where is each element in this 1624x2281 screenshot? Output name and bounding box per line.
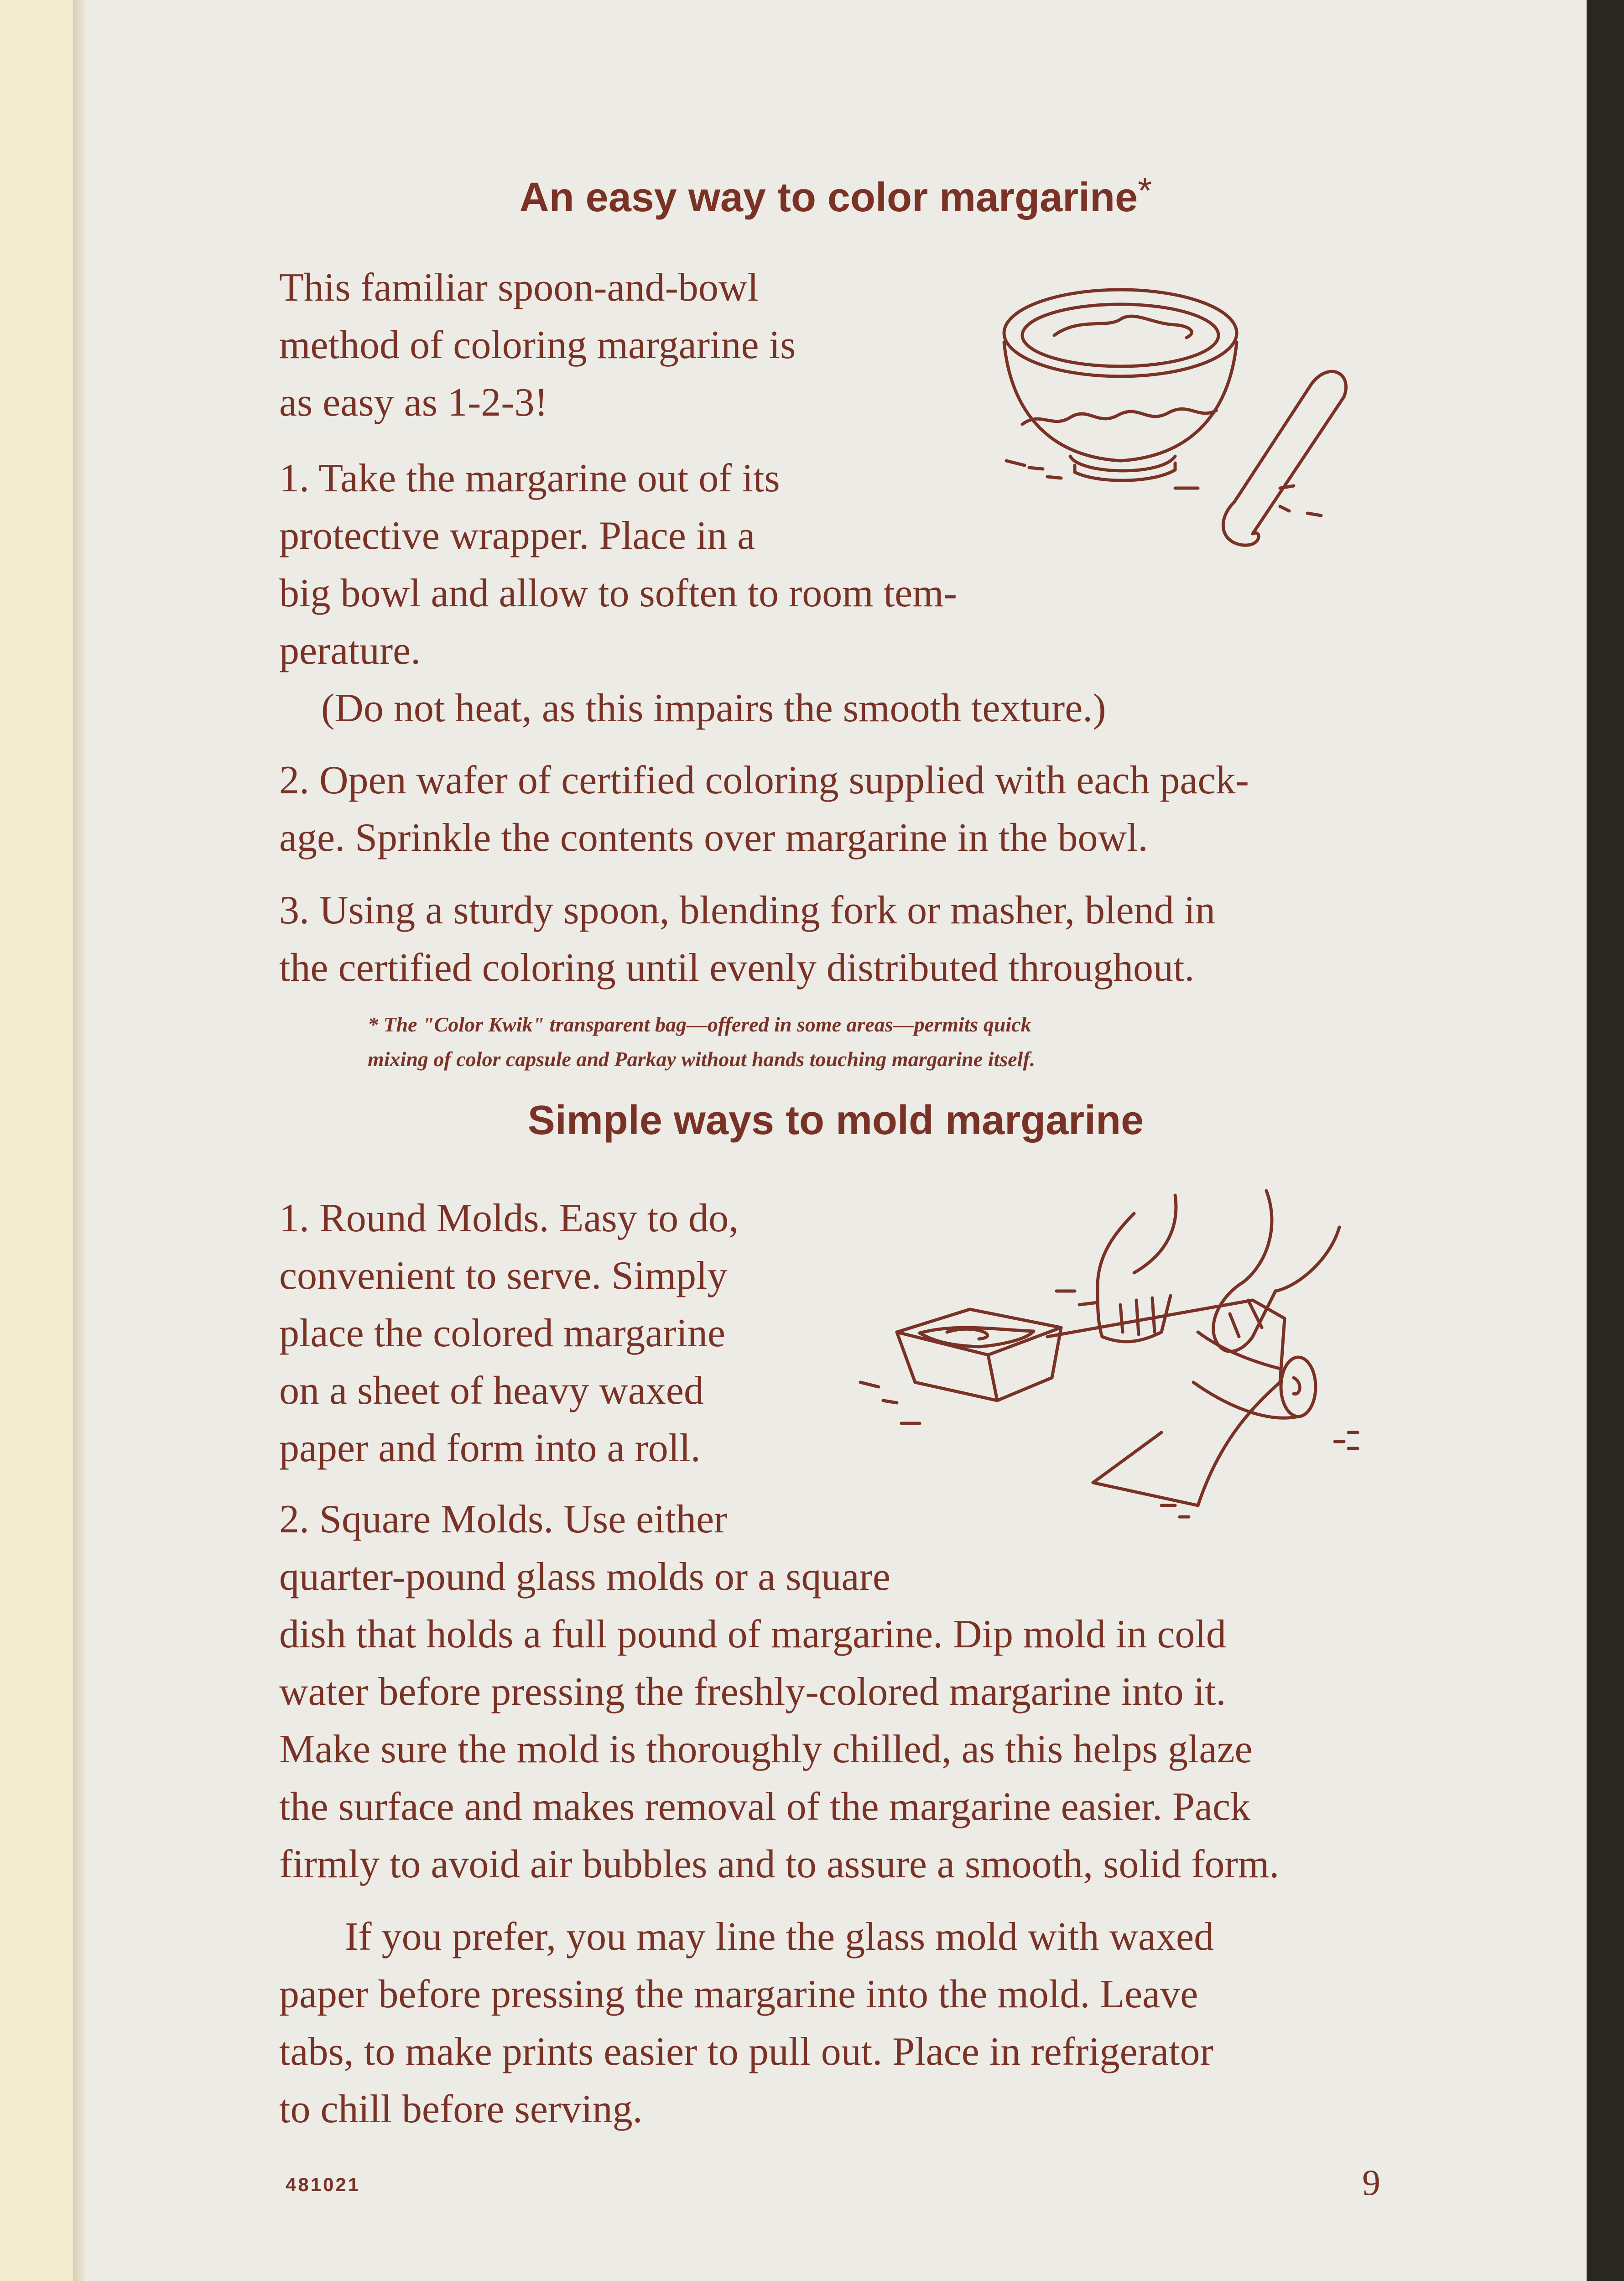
step1-line: protective wrapper. Place in a: [279, 514, 755, 558]
step1-line: 1. Take the margarine out of its: [279, 456, 780, 500]
round-molds-line: on a sheet of heavy waxed: [279, 1369, 704, 1413]
step1-line: big bowl and allow to soften to room tem-: [279, 571, 957, 615]
page: [85, 0, 1587, 2281]
square-molds-line: water before pressing the freshly-colored margarine into it.: [279, 1670, 1226, 1714]
section-title-color: [85, 170, 1587, 221]
square-molds-line: dish that holds a full pound of margarine. Dip mold in cold: [279, 1612, 1226, 1656]
prefer-line: If you prefer, you may line the glass mold with waxed: [345, 1915, 1214, 1959]
hands-rolling-margarine-icon: [842, 1186, 1403, 1542]
footnote-line: * The "Color Kwik" transparent bag—offered in some areas—permits quick: [368, 1013, 1031, 1036]
square-molds-line: Make sure the mold is thoroughly chilled, as this helps glaze: [279, 1727, 1253, 1771]
step3-line: the certified coloring until evenly distributed throughout.: [279, 946, 1195, 990]
intro-line: This familiar spoon-and-bowl: [279, 266, 759, 310]
binding-edge: [73, 0, 85, 2281]
prefer-line: tabs, to make prints easier to pull out. Place in refrigerator: [279, 2030, 1213, 2074]
print-code: 481021: [286, 2174, 361, 2195]
section-title-mold: Simple ways to mold margarine: [527, 1098, 1144, 1143]
title-asterisk: *: [1138, 170, 1152, 211]
round-molds-line: place the colored margarine: [279, 1311, 726, 1355]
bowl-and-spoon-icon: [961, 274, 1371, 566]
page-number: 9: [1362, 2163, 1380, 2203]
round-molds-line: 1. Round Molds. Easy to do,: [279, 1196, 739, 1240]
square-molds-line: firmly to avoid air bubbles and to assure a smooth, solid form.: [279, 1842, 1280, 1886]
book-binding: [0, 0, 73, 2281]
square-molds-line: the surface and makes removal of the margarine easier. Pack: [279, 1785, 1251, 1829]
step2-line: 2. Open wafer of certified coloring supplied with each pack-: [279, 758, 1249, 802]
title-text: An easy way to color margarine: [519, 175, 1138, 220]
round-molds-line: paper and form into a roll.: [279, 1426, 701, 1470]
step3-line: 3. Using a sturdy spoon, blending fork or masher, blend in: [279, 888, 1215, 932]
prefer-line: paper before pressing the margarine into the mold. Leave: [279, 1972, 1198, 2016]
square-molds-line: 2. Square Molds. Use either: [279, 1497, 728, 1541]
square-molds-line: quarter-pound glass molds or a square: [279, 1555, 890, 1599]
step2-line: age. Sprinkle the contents over margarine in the bowl.: [279, 816, 1148, 860]
footnote: [368, 1007, 1385, 1077]
prefer-line: to chill before serving.: [279, 2087, 643, 2131]
step1-line: perature.: [279, 629, 421, 673]
intro-line: as easy as 1-2-3!: [279, 380, 548, 425]
round-molds-line: convenient to serve. Simply: [279, 1254, 728, 1298]
step1-note: (Do not heat, as this impairs the smooth texture.): [321, 686, 1106, 730]
footnote-line: mixing of color capsule and Parkay without hands touching margarine itself.: [368, 1047, 1036, 1071]
intro-line: method of coloring margarine is: [279, 323, 796, 367]
